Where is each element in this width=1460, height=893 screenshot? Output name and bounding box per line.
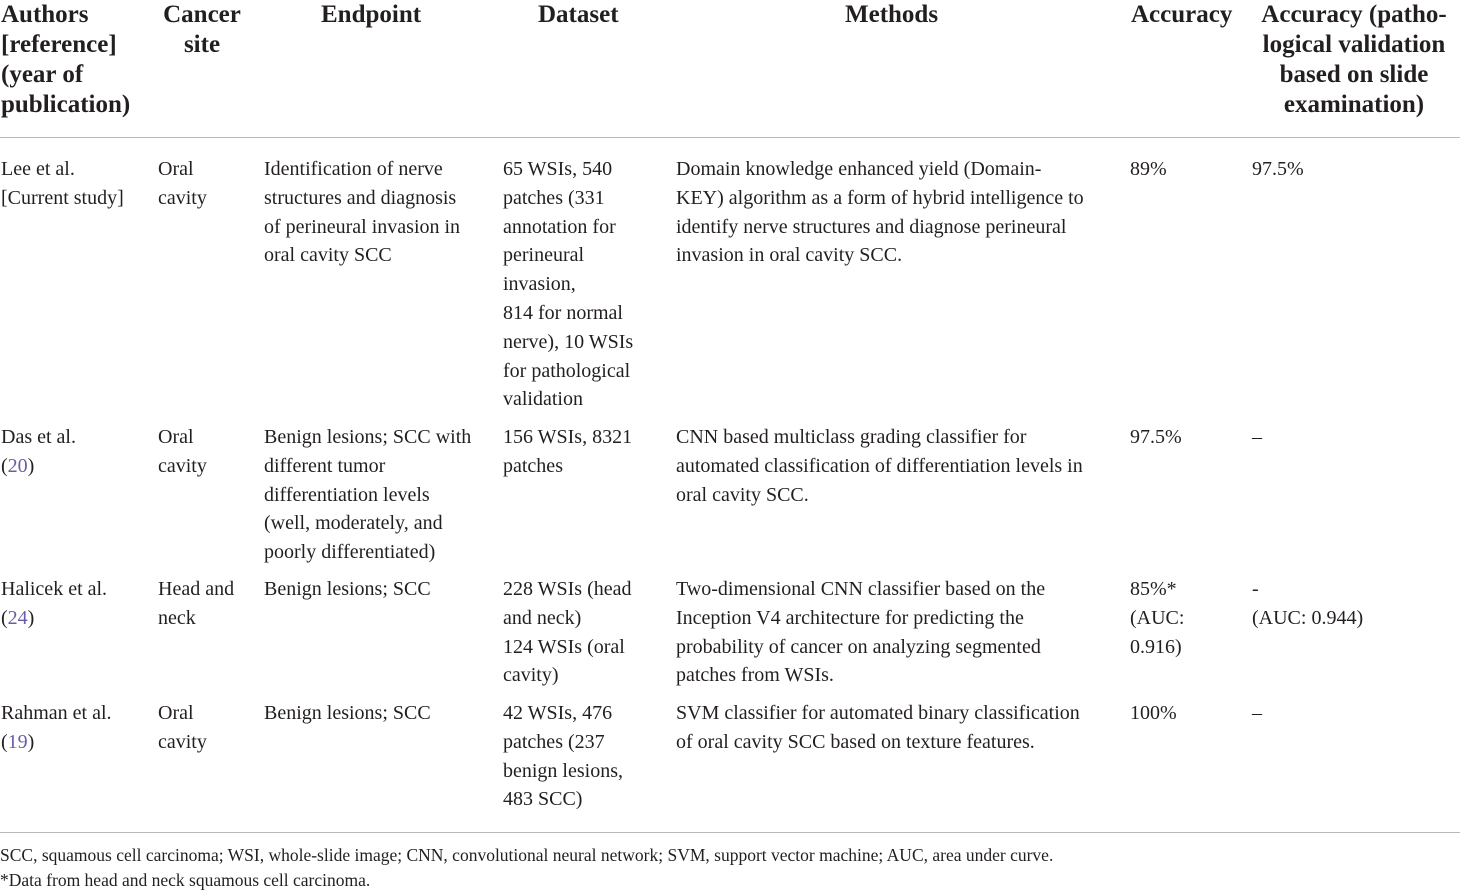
cell-dataset: 65 WSIs, 540 patches (331 annotation for perineural invasion, 814 for normal nerve), 10 WSIs for pathological validation [503,158,634,411]
header-cancer-site: Cancer site [163,1,241,58]
cell-authors: Lee et al. [Current study] [1,158,124,209]
cell-accuracy: 89% [1130,158,1167,180]
cell-accuracy-pathological: – [1252,426,1262,448]
cell-authors: Rahman et al. (19) [1,702,112,753]
cell-accuracy-pathological: – [1252,702,1262,724]
cell-methods: SVM classifier for automated binary classification of oral cavity SCC based on texture features. [676,702,1080,753]
cell-accuracy: 100% [1130,702,1177,724]
cell-accuracy-pathological: 97.5% [1252,158,1304,180]
header-authors: Authors [reference] (year of publication) [1,1,131,118]
header-dataset: Dataset [538,1,619,28]
table-bottom-divider [0,832,1460,833]
cell-cancer-site: Oral cavity [158,158,207,209]
cell-endpoint: Benign lesions; SCC with different tumor differentiation levels (well, moderately, and poorly differentiated) [264,426,472,564]
cell-cancer-site: Oral cavity [158,426,207,477]
header-accuracy: Accuracy [1131,1,1233,28]
cell-accuracy: 85%* (AUC: 0.916) [1130,578,1185,658]
cell-authors: Das et al. (20) [1,426,76,477]
reference-link[interactable]: 19 [7,730,28,753]
cell-methods: Two-dimensional CNN classifier based on the Inception V4 architecture for predicting the probability of cancer on analyzing segmented patches from WSIs. [676,578,1046,687]
footnote-asterisk: *Data from head and neck squamous cell carcinoma. [0,870,371,890]
cell-endpoint: Identification of nerve structures and diagnosis of perineural invasion in oral cavity SCC [264,158,461,267]
cell-methods: CNN based multiclass grading classifier for automated classification of differentiation levels in oral cavity SCC. [676,426,1083,506]
header-endpoint: Endpoint [321,1,422,28]
cell-accuracy-pathological: - (AUC: 0.944) [1252,578,1364,629]
cell-dataset: 156 WSIs, 8321 patches [503,426,633,477]
cell-dataset: 228 WSIs (head and neck) 124 WSIs (oral cavity) [503,578,632,687]
header-divider [0,137,1460,138]
footnote-abbreviations: SCC, squamous cell carcinoma; WSI, whole-slide image; CNN, convolutional neural network; SVM, support vector machine; AUC, area under curve. [0,845,1054,865]
cell-dataset: 42 WSIs, 476 patches (237 benign lesions, 483 SCC) [503,702,623,811]
cell-cancer-site: Oral cavity [158,702,207,753]
header-accuracy-pathological: Accuracy (patho- logical validation based on slide examination) [1261,1,1447,118]
reference-link[interactable]: 24 [7,606,28,629]
cell-cancer-site: Head and neck [158,578,235,629]
cell-endpoint: Benign lesions; SCC [264,702,431,724]
cell-methods: Domain knowledge enhanced yield (Domain- KEY) algorithm as a form of hybrid intelligence to identify nerve structures and diagnose perineural invasion in oral cavity SCC. [676,158,1084,267]
cell-endpoint: Benign lesions; SCC [264,578,431,600]
cell-authors: Halicek et al. (24) [1,578,108,629]
reference-link[interactable]: 20 [7,454,28,477]
cell-accuracy: 97.5% [1130,426,1182,448]
header-methods: Methods [845,1,939,28]
